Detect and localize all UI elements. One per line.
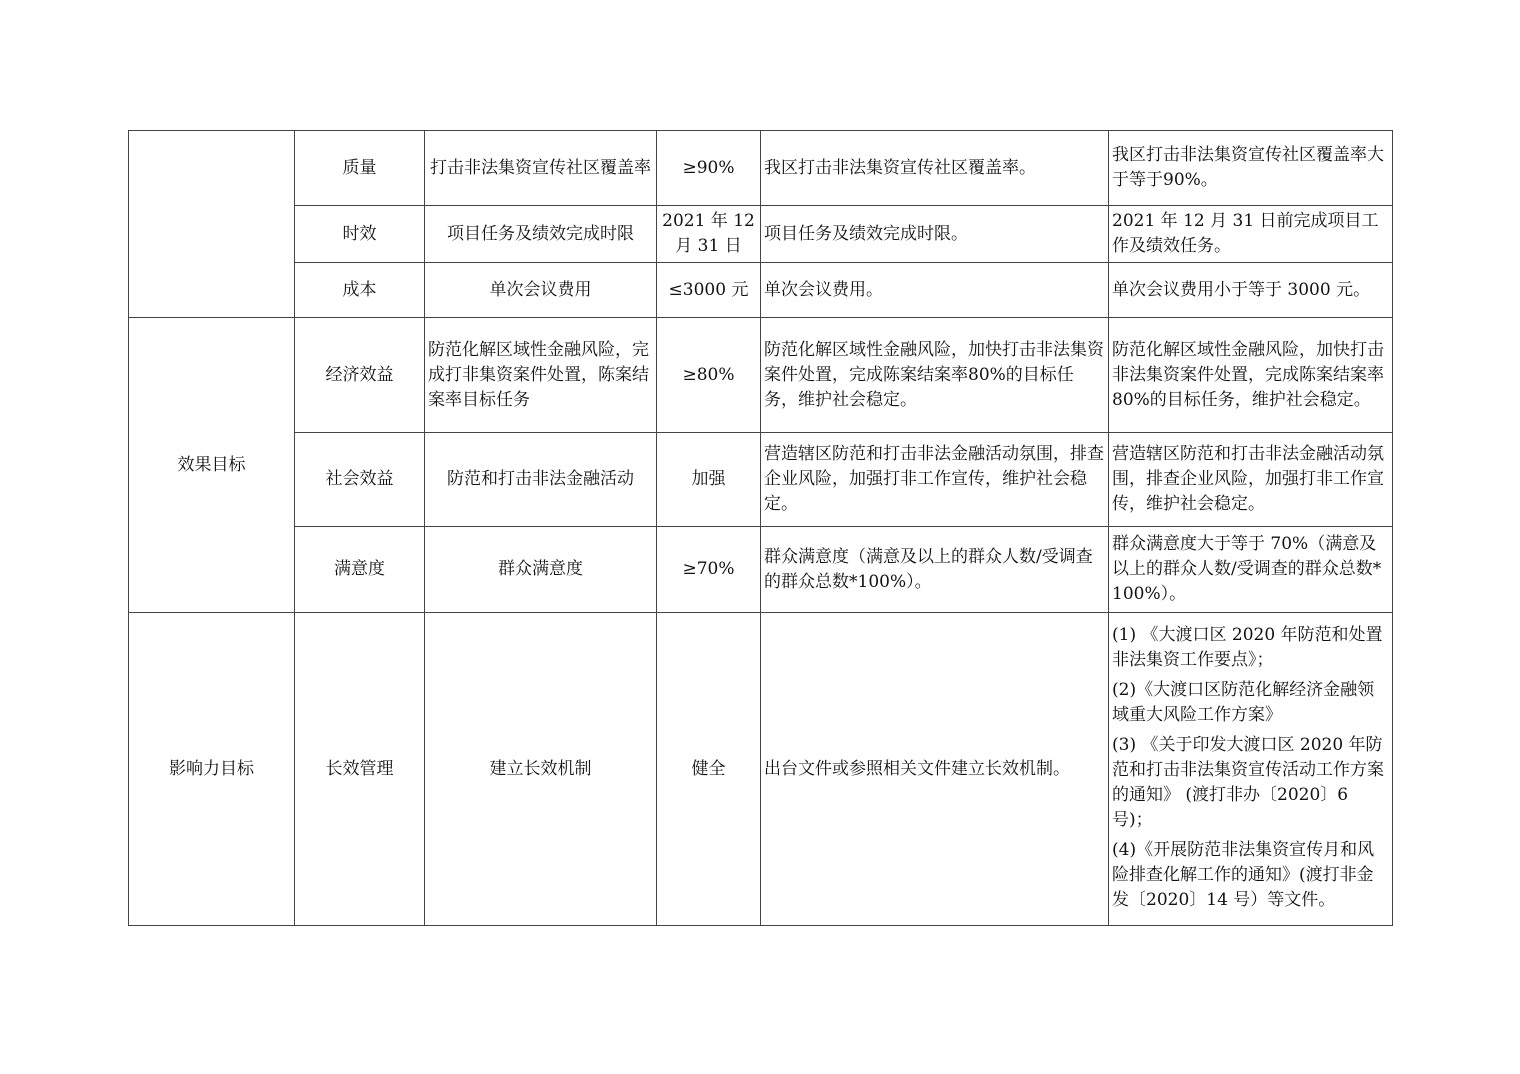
performance-indicator-table — [128, 130, 1393, 926]
indicator-value-cell: 加强 — [657, 433, 761, 527]
category-cell-influence: 影响力目标 — [129, 613, 295, 926]
sub-indicator-cell: 长效管理 — [295, 613, 425, 926]
blank-category-cell — [129, 131, 295, 318]
indicator-name-cell: 群众满意度 — [425, 527, 657, 613]
indicator-name-cell: 防范化解区域性金融风险，完成打非集资案件处置，陈案结案率目标任务 — [425, 318, 657, 433]
indicator-standard-cell: 营造辖区防范和打击非法金融活动氛围，排查企业风险，加强打非工作宣传，维护社会稳定。 — [1109, 433, 1393, 527]
sub-indicator-cell: 满意度 — [295, 527, 425, 613]
indicator-description-cell: 群众满意度（满意及以上的群众人数/受调查的群众总数*100%）。 — [761, 527, 1109, 613]
table-row — [129, 433, 1393, 527]
indicator-value-cell: ≤3000 元 — [657, 263, 761, 318]
reference-document-item: (4)《开展防范非法集资宣传月和风险排查化解工作的通知》(渡打非金发〔2020〕14 号）等文件。 — [1112, 839, 1375, 910]
indicator-value-cell: ≥70% — [657, 527, 761, 613]
table-row — [129, 527, 1393, 613]
indicator-description-cell: 出台文件或参照相关文件建立长效机制。 — [761, 613, 1109, 926]
indicator-standard-cell: 我区打击非法集资宣传社区覆盖率大于等于90%。 — [1109, 131, 1393, 206]
indicator-name-cell: 项目任务及绩效完成时限 — [425, 206, 657, 263]
indicator-value-cell: 健全 — [657, 613, 761, 926]
indicator-description-cell: 防范化解区域性金融风险，加快打击非法集资案件处置，完成陈案结案率80%的目标任务，维护社会稳定。 — [761, 318, 1109, 433]
sub-indicator-cell: 时效 — [295, 206, 425, 263]
indicator-name-cell: 打击非法集资宣传社区覆盖率 — [425, 131, 657, 206]
indicator-description-cell: 营造辖区防范和打击非法金融活动氛围，排查企业风险，加强打非工作宣传，维护社会稳定。 — [761, 433, 1109, 527]
reference-document-item: (3) 《关于印发大渡口区 2020 年防范和打击非法集资宣传活动工作方案的通知》 (渡打非办〔2020〕6 号)； — [1112, 734, 1384, 830]
table-row — [129, 263, 1393, 318]
indicator-value-cell: ≥80% — [657, 318, 761, 433]
sub-indicator-cell: 社会效益 — [295, 433, 425, 527]
sub-indicator-cell: 成本 — [295, 263, 425, 318]
indicator-name-cell: 防范和打击非法金融活动 — [425, 433, 657, 527]
category-cell-effect: 效果目标 — [129, 318, 295, 613]
indicator-value-cell: ≥90% — [657, 131, 761, 206]
table-row — [129, 131, 1393, 206]
indicator-standard-cell: 2021 年 12 月 31 日前完成项目工作及绩效任务。 — [1109, 206, 1393, 263]
indicator-standard-cell: 单次会议费用小于等于 3000 元。 — [1109, 263, 1393, 318]
indicator-standard-cell: 群众满意度大于等于 70%（满意及以上的群众人数/受调查的群众总数*100%）。 — [1109, 527, 1393, 613]
reference-document-item: (1) 《大渡口区 2020 年防范和处置非法集资工作要点》； — [1112, 624, 1383, 670]
table-row — [129, 206, 1393, 263]
reference-document-item: (2)《大渡口区防范化解经济金融领域重大风险工作方案》 — [1112, 679, 1375, 725]
table-row — [129, 318, 1393, 433]
reference-documents-cell — [1109, 613, 1393, 926]
indicator-standard-cell: 防范化解区域性金融风险，加快打击非法集资案件处置，完成陈案结案率 80%的目标任务，维护社会稳定。 — [1109, 318, 1393, 433]
indicator-description-cell: 我区打击非法集资宣传社区覆盖率。 — [761, 131, 1109, 206]
indicator-description-cell: 单次会议费用。 — [761, 263, 1109, 318]
table-row — [129, 613, 1393, 926]
indicator-name-cell: 单次会议费用 — [425, 263, 657, 318]
indicator-description-cell: 项目任务及绩效完成时限。 — [761, 206, 1109, 263]
indicator-name-cell: 建立长效机制 — [425, 613, 657, 926]
sub-indicator-cell: 质量 — [295, 131, 425, 206]
sub-indicator-cell: 经济效益 — [295, 318, 425, 433]
indicator-value-cell: 2021 年 12 月 31 日 — [657, 206, 761, 263]
